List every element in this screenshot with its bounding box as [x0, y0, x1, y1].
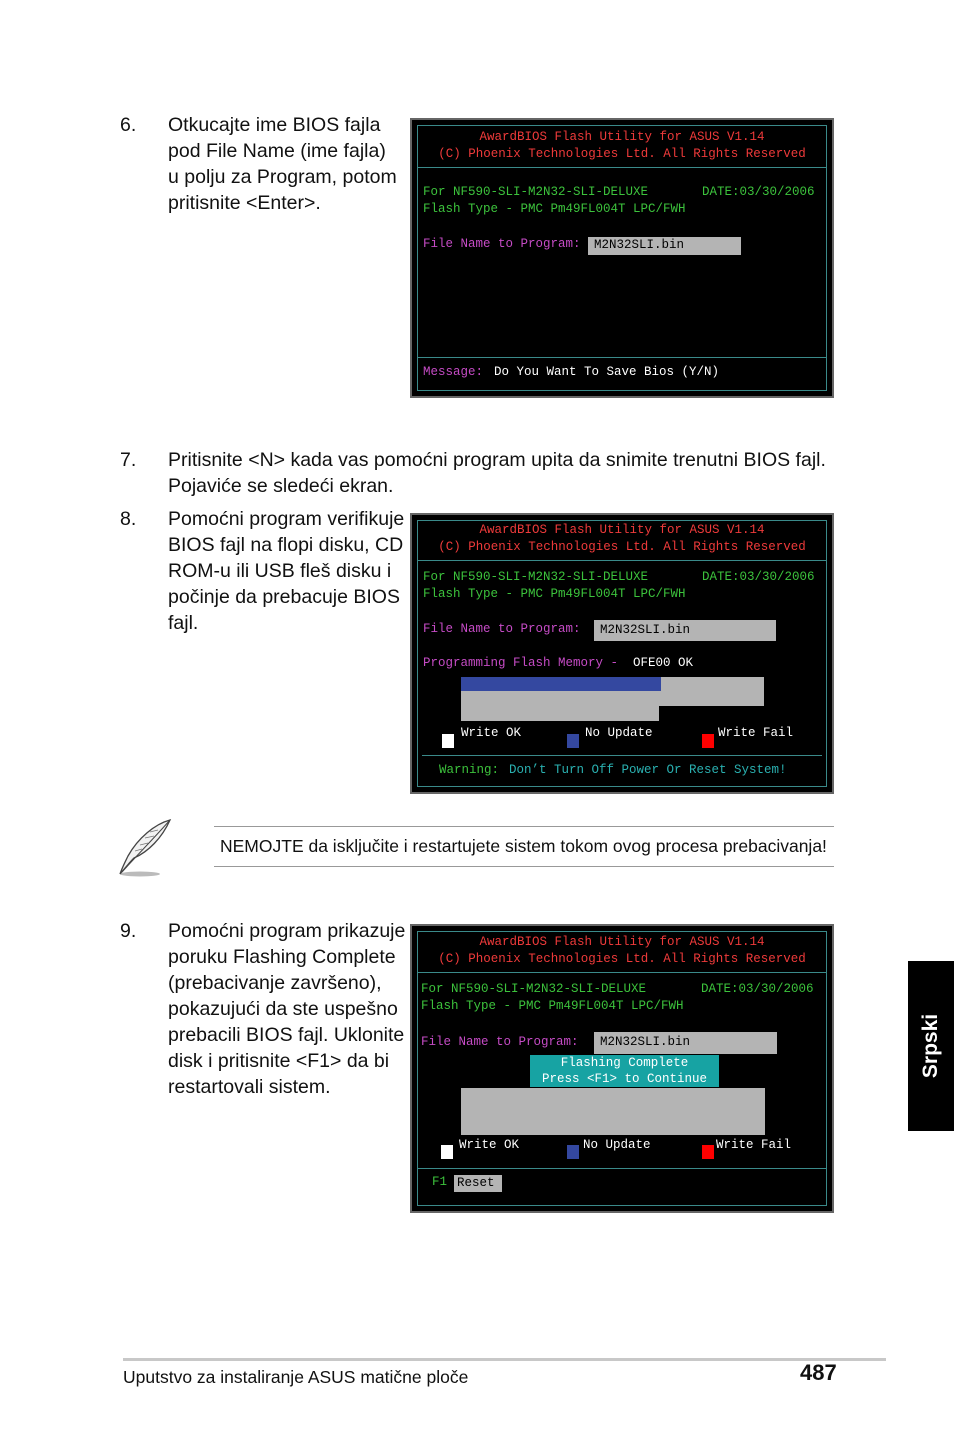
bios-title: AwardBIOS Flash Utility for ASUS V1.14 [479, 523, 765, 537]
bios-screen-save-prompt [410, 118, 834, 398]
bios-date: DATE:03/30/2006 [702, 570, 815, 584]
bios-frame [417, 125, 827, 391]
step-number: 6. [120, 114, 137, 136]
language-side-tab [908, 961, 954, 1131]
bios-screen-complete [410, 924, 834, 1213]
footer-text: Uputstvo za instaliranje ASUS matične ploče [123, 1367, 469, 1387]
bios-title: AwardBIOS Flash Utility for ASUS V1.14 [479, 130, 765, 144]
step-text-line: (prebacivanje završeno), [168, 972, 382, 994]
step-text-line: restartovali sistem. [168, 1076, 331, 1098]
popup-line-1: Flashing Complete [560, 1056, 689, 1070]
step-text-line: Pomoćni program verifikuje [168, 508, 405, 530]
divider [417, 972, 827, 973]
step-text-line: počinje da prebacuje BIOS [168, 586, 400, 608]
step-text-line: Pojaviće se sledeći ekran. [168, 475, 394, 497]
page-number: 487 [800, 1360, 837, 1385]
bios-board: For NF590-SLI-M2N32-SLI-DELUXE [421, 982, 647, 996]
step-text-line: poruku Flashing Complete [168, 946, 396, 968]
progress-bar-track [461, 1088, 765, 1135]
legend-no-update: No Update [583, 1138, 651, 1152]
file-name-input[interactable]: M2N32SLI.bin [594, 1032, 777, 1054]
side-tab-label: Srpski [919, 1013, 942, 1079]
feather-pen-icon [110, 816, 178, 878]
progress-bar-fill [461, 677, 661, 691]
step-text-line: Pomoćni program prikazuje [168, 920, 406, 942]
step-text-line: pokazujući da ste uspešno [168, 998, 398, 1020]
legend-write-ok: Write OK [459, 1138, 520, 1152]
step-number: 7. [120, 449, 137, 471]
step-number: 8. [120, 508, 137, 530]
bios-board: For NF590-SLI-M2N32-SLI-DELUXE [423, 185, 649, 199]
bios-date: DATE:03/30/2006 [701, 982, 814, 996]
flashing-complete-popup [530, 1055, 719, 1087]
warning-text: Don’t Turn Off Power Or Reset System! [509, 763, 787, 777]
write-fail-swatch [702, 734, 714, 748]
f1-key: F1 [432, 1175, 448, 1189]
write-fail-swatch [702, 1145, 714, 1159]
divider [417, 1168, 827, 1169]
note-rule-bottom [214, 866, 834, 867]
step-number: 9. [120, 920, 137, 942]
file-name-label: File Name to Program: [421, 1035, 579, 1049]
popup-line-2: Press <F1> to Continue [541, 1072, 708, 1086]
warning-label: Warning: [439, 763, 500, 777]
programming-label: Programming Flash Memory - [423, 656, 619, 670]
footer-rule [123, 1358, 886, 1361]
legend-write-ok: Write OK [461, 726, 522, 740]
file-name-input[interactable]: M2N32SLI.bin [588, 237, 741, 255]
divider [417, 560, 827, 561]
note-rule-top [214, 826, 834, 827]
message-label: Message: [423, 365, 484, 379]
bios-title: AwardBIOS Flash Utility for ASUS V1.14 [479, 935, 765, 949]
divider [422, 755, 822, 756]
programming-status: OFE00 OK [633, 656, 694, 670]
legend-write-fail: Write Fail [718, 726, 794, 740]
bios-board: For NF590-SLI-M2N32-SLI-DELUXE [423, 570, 649, 584]
step-text-line: prebacili BIOS fajl. Uklonite [168, 1024, 405, 1046]
file-name-input[interactable]: M2N32SLI.bin [594, 620, 776, 641]
write-ok-swatch [441, 1145, 453, 1159]
step-text-line: pritisnite <Enter>. [168, 192, 321, 214]
file-name-label: File Name to Program: [423, 237, 581, 251]
message-text: Do You Want To Save Bios (Y/N) [494, 365, 720, 379]
note-text: NEMOJTE da isključite i restartujete sistem tokom ovog procesa prebacivanja! [220, 836, 827, 856]
legend-no-update: No Update [585, 726, 653, 740]
step-text-line: u polju za Program, potom [168, 166, 397, 188]
reset-button[interactable]: Reset [454, 1175, 502, 1192]
no-update-swatch [567, 734, 579, 748]
step-text-line: pod File Name (ime fajla) [168, 140, 386, 162]
step-text-line: ROM-u ili USB fleš disku i [168, 560, 392, 582]
step-text-line: disk i pritisnite <F1> da bi [168, 1050, 390, 1072]
divider [417, 357, 827, 358]
divider [417, 167, 827, 168]
write-ok-swatch [442, 734, 454, 748]
progress-bar-row2 [461, 706, 659, 721]
bios-copyright: (C) Phoenix Technologies Ltd. All Rights Reserved [438, 147, 806, 161]
no-update-swatch [567, 1145, 579, 1159]
step-text-line: Otkucajte ime BIOS fajla [168, 114, 381, 136]
bios-flash-type: Flash Type - PMC Pm49FL004T LPC/FWH [423, 587, 686, 601]
bios-copyright: (C) Phoenix Technologies Ltd. All Rights Reserved [438, 540, 806, 554]
step-text-line: BIOS fajl na flopi disku, CD [168, 534, 404, 556]
bios-flash-type: Flash Type - PMC Pm49FL004T LPC/FWH [421, 999, 684, 1013]
note-box [110, 816, 835, 878]
bios-date: DATE:03/30/2006 [702, 185, 815, 199]
bios-copyright: (C) Phoenix Technologies Ltd. All Rights Reserved [438, 952, 806, 966]
bios-flash-type: Flash Type - PMC Pm49FL004T LPC/FWH [423, 202, 686, 216]
file-name-label: File Name to Program: [423, 622, 581, 636]
step-text-line: fajl. [168, 612, 199, 634]
legend-write-fail: Write Fail [716, 1138, 792, 1152]
bios-screen-programming [410, 513, 834, 794]
step-text-line: Pritisnite <N> kada vas pomoćni program upita da snimite trenutni BIOS fajl. [168, 449, 826, 471]
